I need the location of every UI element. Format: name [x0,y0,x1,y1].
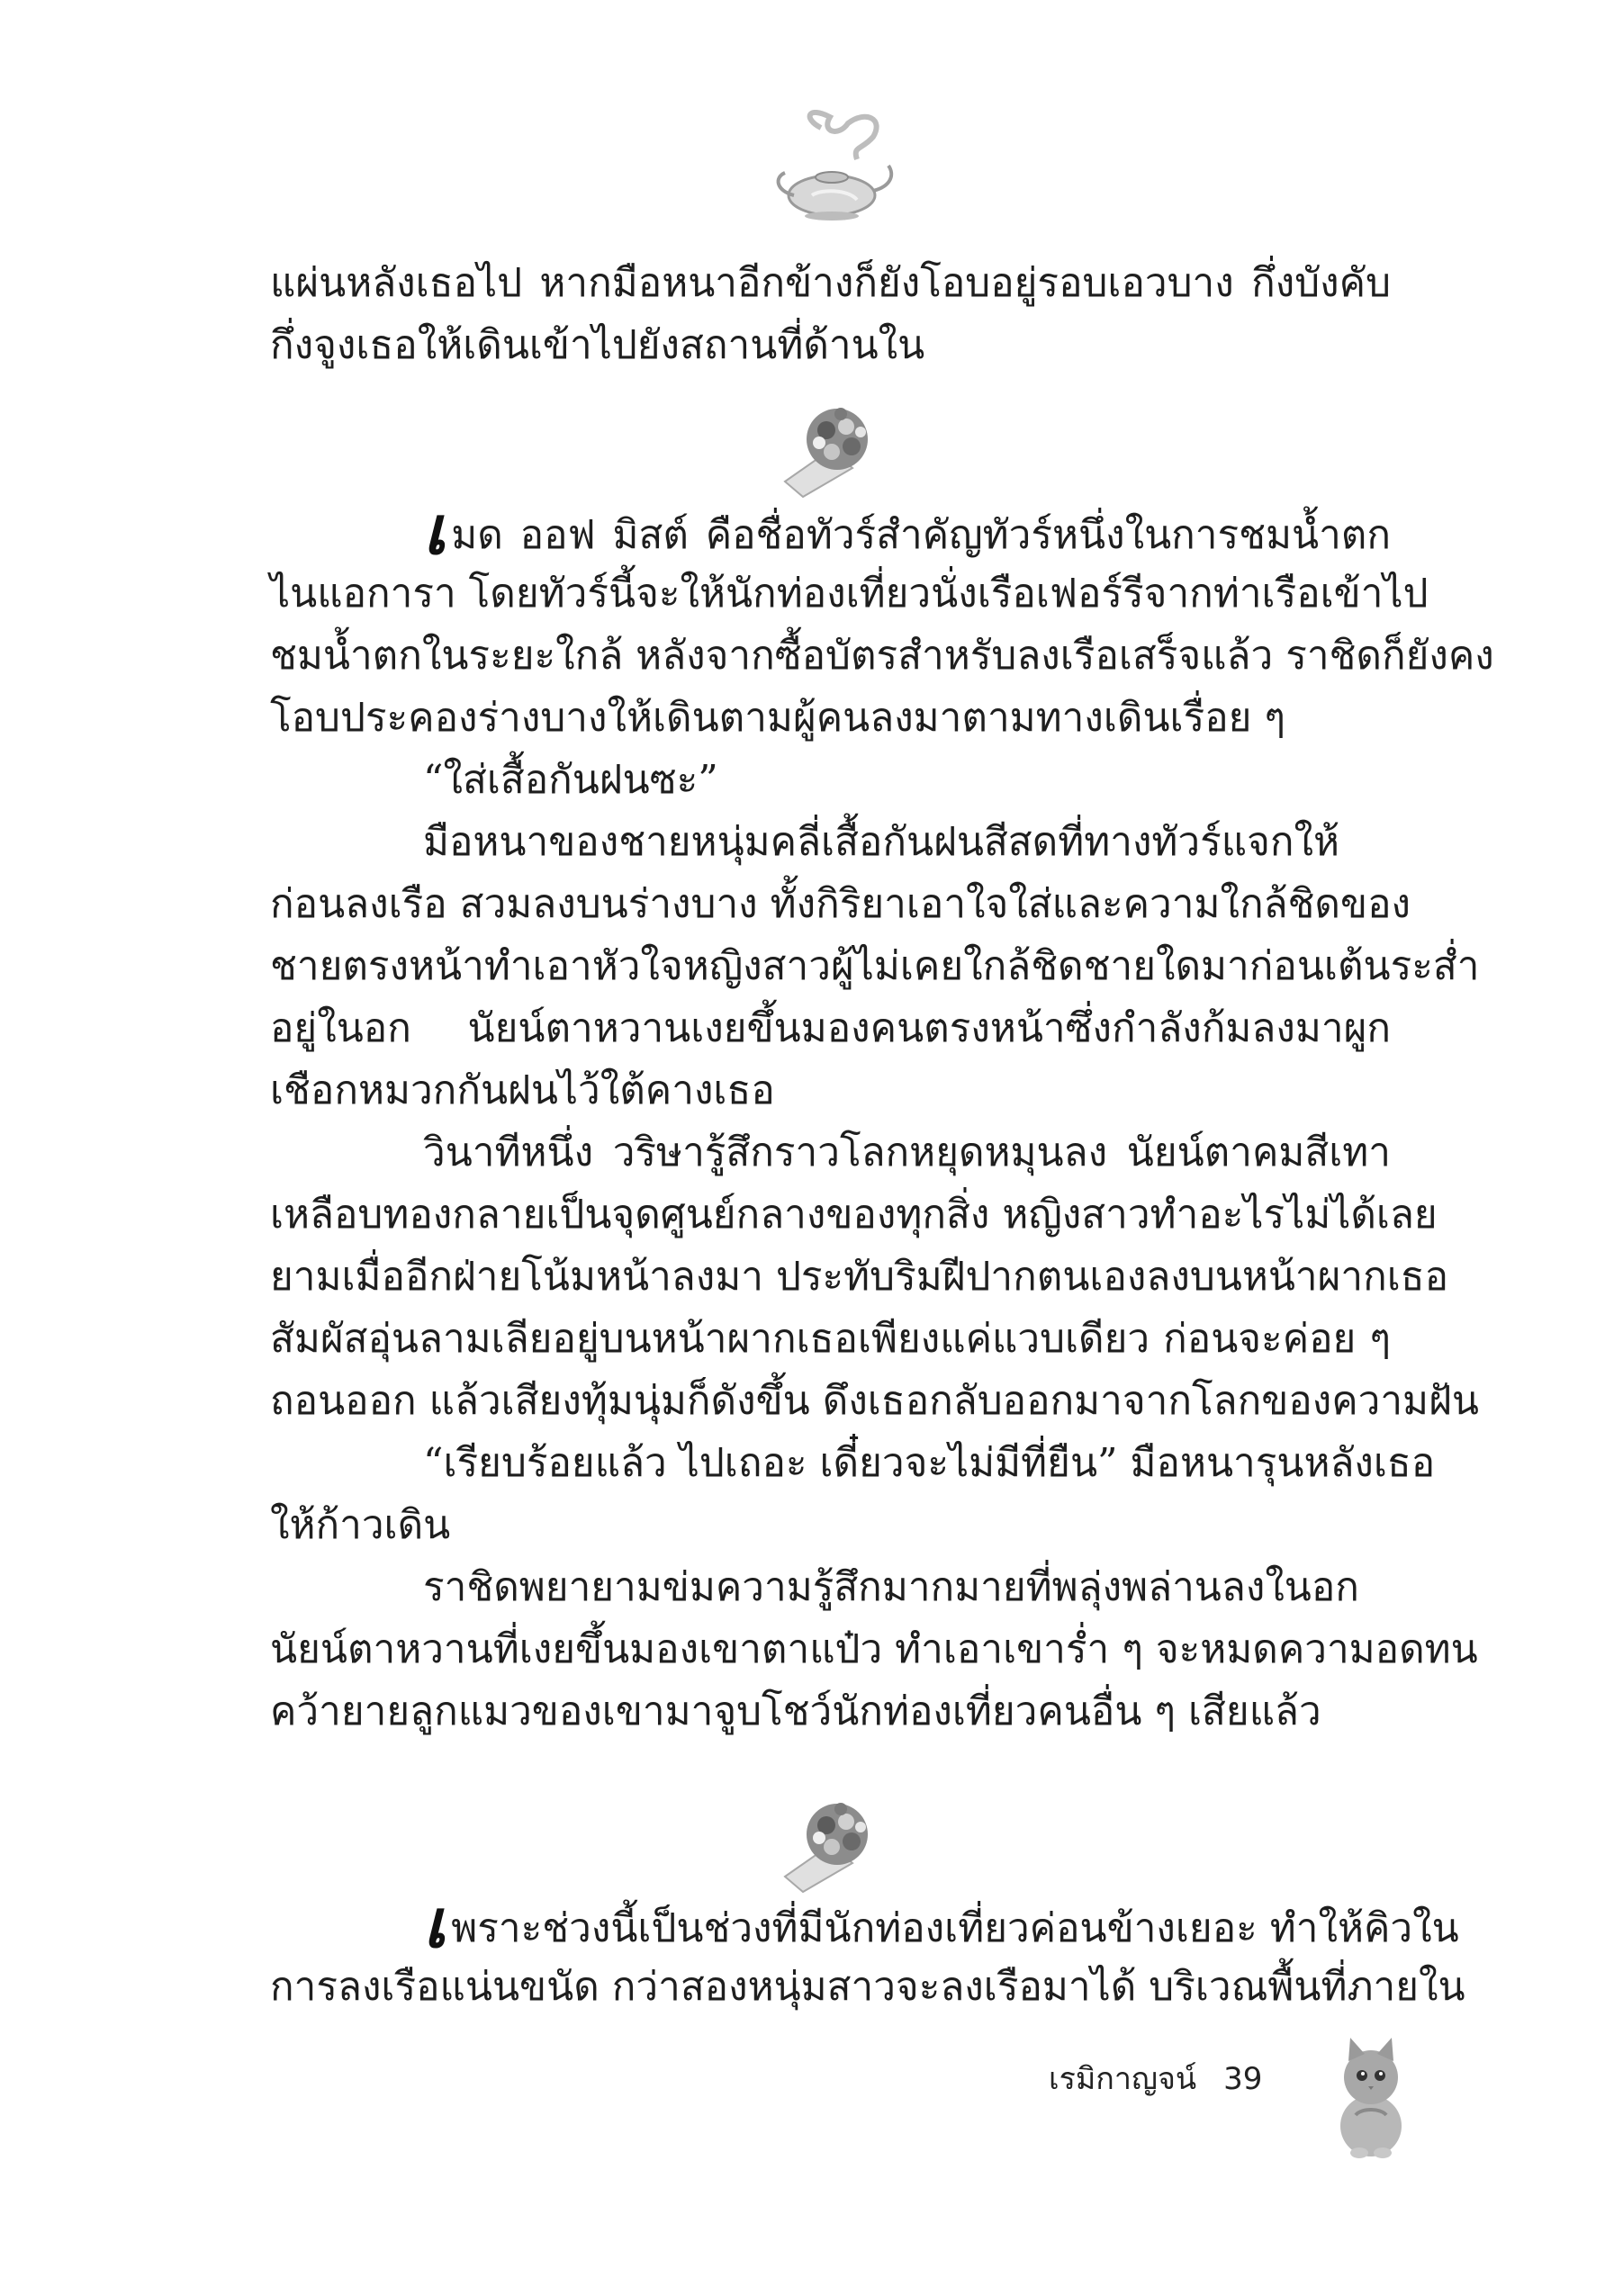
flower-bouquet-icon [767,1791,884,1899]
text-line: การลงเรือแน่นขนัด กว่าสองหนุ่มสาวจะลงเรือมาได้ บริเวณพื้นที่ภายใน [270,1964,1465,2010]
page-number: 39 [1223,2061,1263,2097]
text-line: เหลือบทองกลายเป็นจุดศูนย์กลางของทุกสิ่ง หญิงสาวทำอะไรไม่ได้เลย [270,1192,1438,1238]
text-line: ไนแอการา โดยทัวร์นี้จะให้นักท่องเที่ยวนั่งเรือเฟอร์รีจากท่าเรือเข้าไป [270,571,1429,617]
paragraph-continued [270,252,1391,376]
text-line: คว้ายายลูกแมวของเขามาจูบโชว์นักท่องเที่ยวคนอื่น ๆ เสียแล้ว [270,1688,1321,1734]
text-line: ราชิดพยายามข่มความรู้สึกมากมายที่พลุ่งพล่านลงในอก [423,1564,1359,1610]
text-line: ยามเมื่ออีกฝ่ายโน้มหน้าลงมา ประทับริมฝีปากตนเองลงบนหน้าผากเธอ [270,1254,1449,1300]
text-line: อยู่ในอก นัยน์ตาหวานเงยขึ้นมองคนตรงหน้าซึ่งกำลังก้มลงมาผูก [270,1005,1391,1051]
text-line: สัมผัสอุ่นลามเลียอยู่บนหน้าผากเธอเพียงแค่แวบเดียว ก่อนจะค่อย ๆ [270,1316,1391,1362]
kitten-icon [1321,2025,1420,2160]
section-body [270,1886,1465,2018]
text-line [270,1886,1459,1963]
page-footer [1049,2052,1319,2106]
text-line: ชมน้ำตกในระยะใกล้ หลังจากซื้อบัตรสำหรับลงเรือเสร็จแล้ว ราชิดก็ยังคง [270,633,1494,679]
text-line [270,492,1391,570]
text-line: ชายตรงหน้าทำเอาหัวใจหญิงสาวผู้ไม่เคยใกล้ชิดชายใดมาก่อนเต้นระส่ำ [270,943,1480,989]
text-line: กึ่งจูงเธอให้เดินเข้าไปยังสถานที่ด้านใน [270,322,925,368]
text-line: “เรียบร้อยแล้ว ไปเถอะ เดี๋ยวจะไม่มีที่ยืน” มือหนารุนหลังเธอ [423,1440,1436,1486]
text-line: แผ่นหลังเธอไป หากมือหนาอีกข้างก็ยังโอบอยู่รอบเอวบาง กึ่งบังคับ [270,260,1391,306]
drop-cap: เ [423,1886,446,1963]
text-line: ก่อนลงเรือ สวมลงบนร่างบาง ทั้งกิริยาเอาใจใส่และความใกล้ชิดของ [270,881,1411,927]
text-line: มือหนาของชายหนุ่มคลี่เสื้อกันฝนสีสดที่ทางทัวร์แจกให้ [423,819,1340,865]
text-line: นัยน์ตาหวานที่เงยขึ้นมองเขาตาแป๋ว ทำเอาเขาร่ำ ๆ จะหมดความอดทน [270,1626,1478,1672]
first-line-text: พราะช่วงนี้เป็นช่วงที่มีนักท่องเที่ยวค่อนข้างเยอะ ทำให้คิวใน [451,1905,1459,1951]
flower-bouquet-icon [767,396,884,504]
text-line: ให้ก้าวเดิน [270,1502,451,1548]
text-line: โอบประคองร่างบางให้เดินตามผู้คนลงมาตามทางเดินเรื่อย ๆ [270,695,1286,741]
teapot-icon [767,110,902,227]
text-line: “ใส่เสื้อกันฝนซะ” [423,757,718,803]
text-line: เชือกหมวกกันฝนไว้ใต้คางเธอ [270,1067,775,1113]
section-body [270,492,1494,1742]
text-line: ถอนออก แล้วเสียงทุ้มนุ่มก็ดังขึ้น ดึงเธอกลับออกมาจากโลกของความฝัน [270,1378,1479,1424]
author-name: เรมิกาญจน์ [1049,2061,1197,2097]
first-line-text: มด ออฟ มิสต์ คือชื่อทัวร์สำคัญทัวร์หนึ่งในการชมน้ำตก [451,512,1391,558]
drop-cap: เ [423,492,446,570]
text-line: วินาทีหนึ่ง วริษารู้สึกราวโลกหยุดหมุนลง นัยน์ตาคมสีเทา [423,1130,1391,1175]
